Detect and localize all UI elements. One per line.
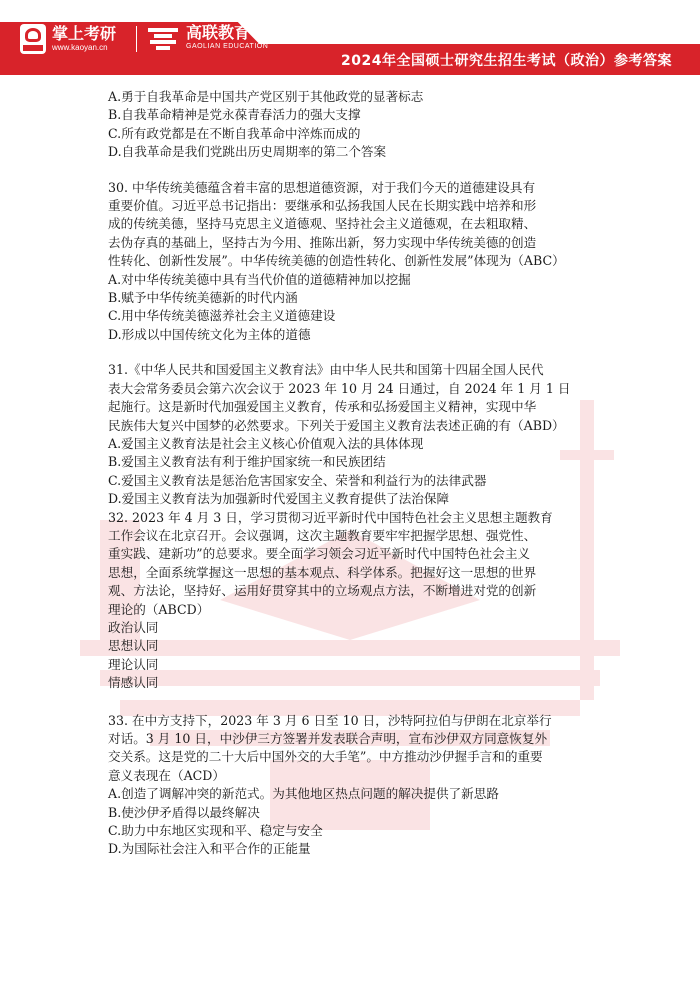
kaoyan-logo (20, 24, 116, 54)
question-33 (108, 712, 598, 859)
question-stem-line: 对话。3 月 10 日，中沙伊三方签署并发表联合声明，宣布沙伊双方同意恢复外 (108, 731, 548, 746)
option-d: D.爱国主义教育法为加强新时代爱国主义教育提供了法治保障 (108, 491, 450, 507)
option-c: C.助力中东地区实现和平、稳定与安全 (108, 823, 323, 839)
option-item: 政治认同 (108, 619, 159, 635)
question-stem-line: 理论的（ABCD） (108, 601, 210, 617)
option-c: C.爱国主义教育法是惩治危害国家安全、荣誉和利益行为的法律武器 (108, 472, 487, 488)
question-stem-line: 32. 2023 年 4 月 3 日，学习贯彻习近平新时代中国特色社会主义思想主题教育 (108, 509, 553, 525)
option-b: B.爱国主义教育法有利于维护国家统一和民族团结 (108, 454, 386, 470)
option-a: A.爱国主义教育法是社会主义核心价值观入法的具体体现 (108, 435, 424, 451)
question-stem-line: 重要价值。习近平总书记指出：要继承和弘扬我国人民在长期实践中培养和形 (108, 198, 537, 214)
gaolian-brand-name: 高联教育 (186, 23, 251, 42)
question-stem-line: 交关系。这是党的二十大后中国外交的大手笔”。中方推动沙伊握手言和的重要 (108, 749, 543, 765)
question-30 (108, 179, 598, 345)
question-29-options (108, 88, 598, 162)
question-stem-line: 30. 中华传统美德蕴含着丰富的思想道德资源，对于我们今天的道德建设具有 (108, 179, 536, 195)
question-stem-line: 民族伟大复兴中国梦的必然要求。下列关于爱国主义教育法表述正确的有（ABD） (108, 417, 565, 433)
option-d: D.为国际社会注入和平合作的正能量 (108, 841, 311, 857)
exam-title: 2024年全国硕士研究生招生考试（政治）参考答案 (341, 53, 672, 69)
gaolian-logo (146, 24, 268, 52)
option-a: A.勇于自我革命是中国共产党区别于其他政党的显著标志 (108, 89, 424, 104)
option-c: C.所有政党都是在不断自我革命中淬炼而成的 (108, 125, 361, 141)
question-stem-line: 31.《中华人民共和国爱国主义教育法》由中华人民共和国第十四届全国人民代 (108, 362, 544, 378)
question-stem-line: 性转化、创新性发展”。中华传统美德的创造性转化、创新性发展”体现为（ABC） (108, 253, 565, 269)
option-a: A.创造了调解冲突的新范式。为其他地区热点问题的解决提供了新思路 (108, 786, 499, 802)
logo-separator (136, 26, 137, 52)
option-item: 思想认同 (108, 638, 159, 654)
question-stem-line: 思想，全面系统掌握这一思想的基本观点、科学体系。把握好这一思想的世界 (108, 564, 537, 580)
page-content (108, 88, 598, 859)
graduation-cap-icon (146, 24, 180, 52)
option-c: C.用中华传统美德滋养社会主义道德建设 (108, 308, 336, 324)
kaoyan-logo-icon (20, 24, 46, 54)
kaoyan-brand-url: www.kaoyan.cn (52, 43, 108, 52)
question-stem-line: 重实践、建新功”的总要求。要全面学习领会习近平新时代中国特色社会主义 (108, 546, 531, 562)
question-stem-line: 工作会议在北京召开。会议强调，这次主题教育要牢牢把握学思想、强党性、 (108, 527, 537, 543)
question-stem-line: 意义表现在（ACD） (108, 767, 225, 783)
gaolian-brand-en: GAOLIAN EDUCATION (186, 43, 269, 50)
question-stem-line: 起施行。这是新时代加强爱国主义教育，传承和弘扬爱国主义精神，实现中华 (108, 399, 537, 415)
question-31 (108, 361, 598, 508)
option-b: B.自我革命精神是党永葆青春活力的强大支撑 (108, 107, 361, 123)
kaoyan-brand-name: 掌上考研 (52, 24, 117, 43)
option-a: A.对中华传统美德中具有当代价值的道德精神加以挖掘 (108, 271, 411, 287)
option-item: 理论认同 (108, 656, 159, 672)
question-stem-line: 表大会常务委员会第六次会议于 2023 年 10 月 24 日通过，自 2024 年 1 月 1 日 (108, 380, 571, 396)
option-d: D.形成以中国传统文化为主体的道德 (108, 326, 311, 342)
option-d: D.自我革命是我们党跳出历史周期率的第二个答案 (108, 144, 387, 160)
option-b: B.使沙伊矛盾得以最终解决 (108, 804, 260, 820)
page-header (0, 0, 700, 75)
question-stem-line: 去伪存真的基础上，坚持古为今用、推陈出新，努力实现中华传统美德的创造 (108, 234, 537, 250)
option-b: B.赋予中华传统美德新的时代内涵 (108, 290, 298, 306)
option-item: 情感认同 (108, 675, 159, 691)
question-stem-line: 33. 在中方支持下，2023 年 3 月 6 日至 10 日，沙特阿拉伯与伊朗在北京举行 (108, 712, 552, 728)
question-stem-line: 成的传统美德，坚持马克思主义道德观、坚持社会主义道德观，在去粗取精、 (108, 216, 537, 232)
question-stem-line: 观、方法论，坚持好、运用好贯穿其中的立场观点方法，不断增进对党的创新 (108, 583, 537, 599)
question-32 (108, 509, 598, 693)
